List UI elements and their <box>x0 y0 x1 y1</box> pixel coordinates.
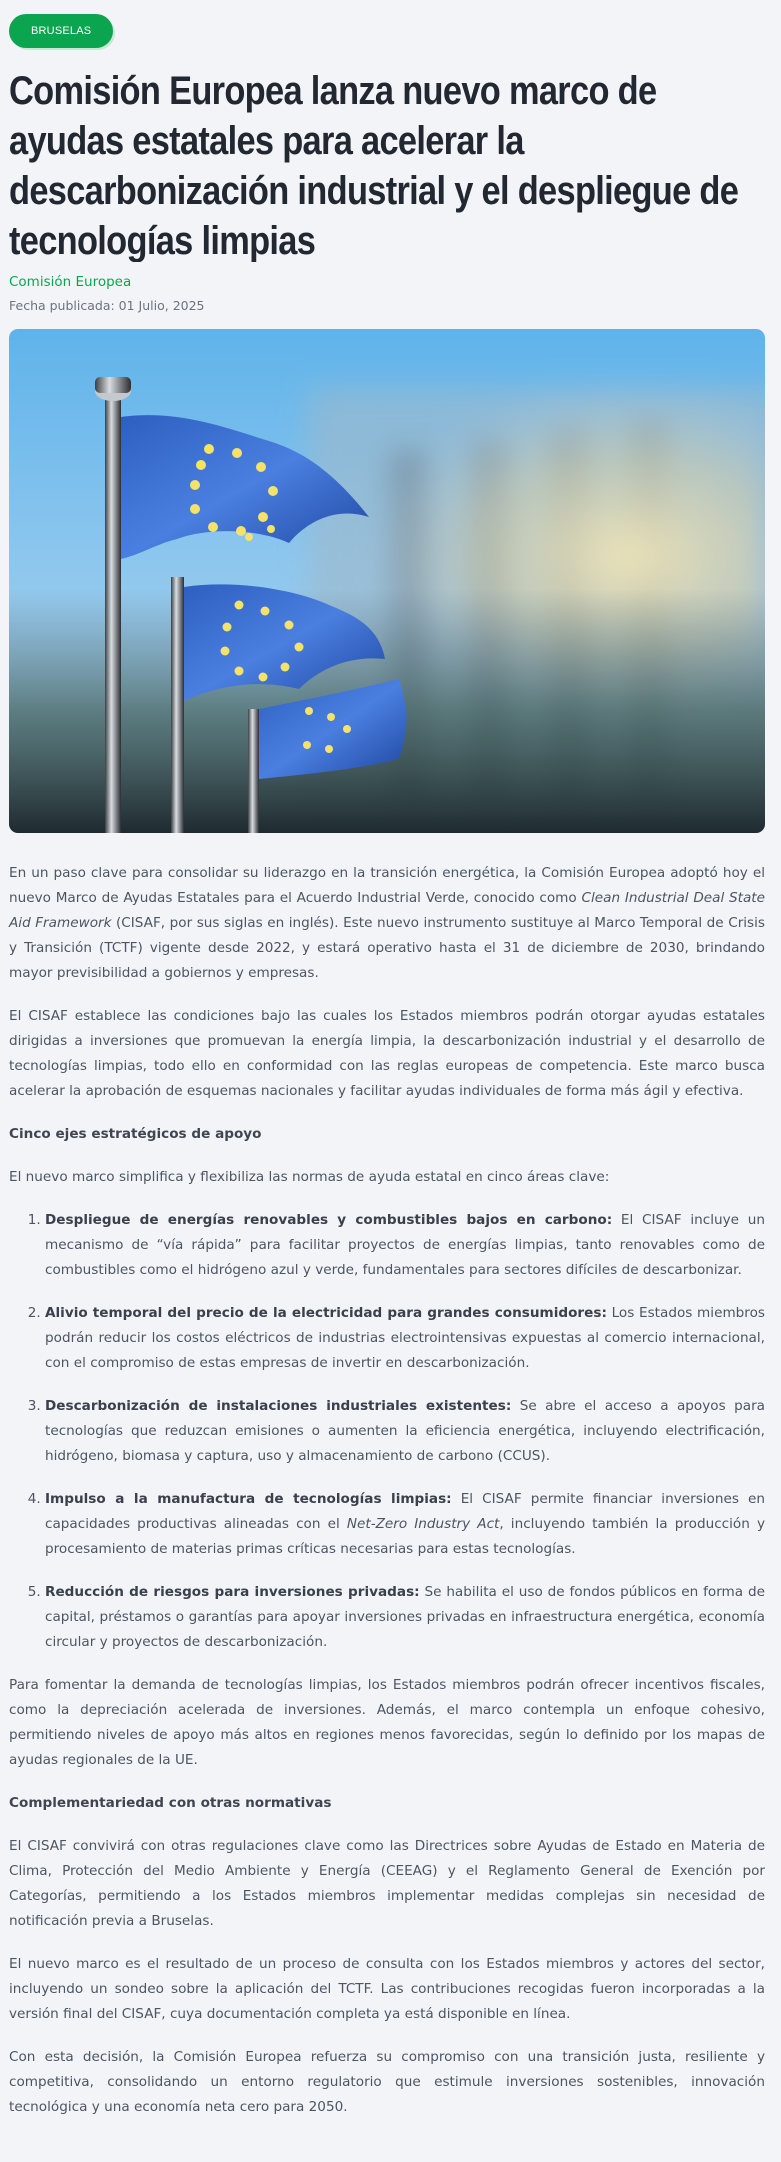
paragraph: El CISAF convivirá con otras regulaciones clave como las Directrices sobre Ayudas de Estado en Materia de Clima, Protección del Medio Ambiente y Energía (CEEAG) y el Reglamento General de Exención por Categorías, permitiendo a los Estados miembros implementar medidas complejas sin necesidad de notificación previa a Bruselas. <box>9 1838 765 1929</box>
section-heading: Cinco ejes estratégicos de apoyo <box>9 1126 262 1142</box>
paragraph: Para fomentar la demanda de tecnologías limpias, los Estados miembros podrán ofrecer incentivos fiscales, como la depreciación acelerada de inversiones. Además, el marco contempla un enfoque cohesivo, permitiendo niveles de apoyo más altos en regiones menos favorecidas, según lo definido por los mapas de ayudas regionales de la UE. <box>9 1677 765 1768</box>
list-item: 2. Alivio temporal del precio de la electricidad para grandes consumidores: Los Estados miembros podrán reducir los costos eléctricos de industrias electrointensivas expuestas al comercio internacional, con el compromiso de estas empresas de invertir en descarbonización. <box>45 1301 765 1376</box>
location-tag[interactable]: BRUSELAS <box>9 14 113 48</box>
list-item: 3. Descarbonización de instalaciones industriales existentes: Se abre el acceso a apoyos para tecnologías que reduzcan emisiones o aumenten la eficiencia energética, incluyendo electrificación, hidrógeno, biomasa y captura, uso y almacenamiento de carbono (CCUS). <box>45 1394 765 1469</box>
strategic-axes-list <box>9 1208 765 1655</box>
paragraph-intro: En un paso clave para consolidar su liderazgo en la transición energética, la Comisión Europea adoptó hoy el nuevo Marco de Ayudas Estatales para el Acuerdo Industrial Verde, conocido como Clean Industrial Deal State Aid Framework (CISAF, por sus siglas en inglés). Este nuevo instrumento sustituye al Marco Temporal de Crisis y Transición (TCTF) vigente desde 2022, y estará operativo hasta el 31 de diciembre de 2030, brindando mayor previsibilidad a gobiernos y empresas. <box>9 865 765 981</box>
publish-date: Fecha publicada: 01 Julio, 2025 <box>9 298 205 313</box>
list-item: 5. Reducción de riesgos para inversiones privadas: Se habilita el uso de fondos públicos en forma de capital, préstamos o garantías para apoyar inversiones privadas en infraestructura energética, economía circular y proyectos de descarbonización. <box>45 1580 765 1655</box>
article-body <box>9 861 765 2120</box>
author-link[interactable]: Comisión Europea <box>9 274 132 290</box>
paragraph: El nuevo marco es el resultado de un proceso de consulta con los Estados miembros y actores del sector, incluyendo un sondeo sobre la aplicación del TCTF. Las contribuciones recogidas fueron incorporadas a la versión final del CISAF, cuya documentación completa ya está disponible en línea. <box>9 1956 765 2022</box>
paragraph: Con esta decisión, la Comisión Europea refuerza su compromiso con una transición justa, resiliente y competitiva, consolidando un entorno regulatorio que estimule inversiones sostenibles, innovación tecnológica y una economía neta cero para 2050. <box>9 2049 765 2115</box>
section-heading: Complementariedad con otras normativas <box>9 1795 332 1811</box>
hero-image <box>9 329 765 833</box>
article-title: Comisión Europea lanza nuevo marco de ayudas estatales para acelerar la descarbonización industrial y el despliegue de tecnologías limpias <box>9 69 739 262</box>
list-item: 1. Despliegue de energías renovables y combustibles bajos en carbono: El CISAF incluye un mecanismo de “vía rápida” para facilitar proyectos de energías limpias, tanto renovables como de combustibles como el hidrógeno azul y verde, fundamentales para sectores difíciles de descarbonizar. <box>45 1208 765 1283</box>
paragraph: El CISAF establece las condiciones bajo las cuales los Estados miembros podrán otorgar ayudas estatales dirigidas a inversiones que promuevan la energía limpia, la descarbonización industrial y el desarrollo de tecnologías limpias, todo ello en conformidad con las reglas europeas de competencia. Este marco busca acelerar la aprobación de esquemas nacionales y facilitar ayudas individuales de forma más ágil y efectiva. <box>9 1008 765 1099</box>
paragraph: El nuevo marco simplifica y flexibiliza las normas de ayuda estatal en cinco áreas clave: <box>9 1169 610 1185</box>
list-item: 4. Impulso a la manufactura de tecnologías limpias: El CISAF permite financiar inversiones en capacidades productivas alineadas con el Net-Zero Industry Act, incluyendo también la producción y procesamiento de materias primas críticas necesarias para estas tecnologías. <box>45 1487 765 1562</box>
